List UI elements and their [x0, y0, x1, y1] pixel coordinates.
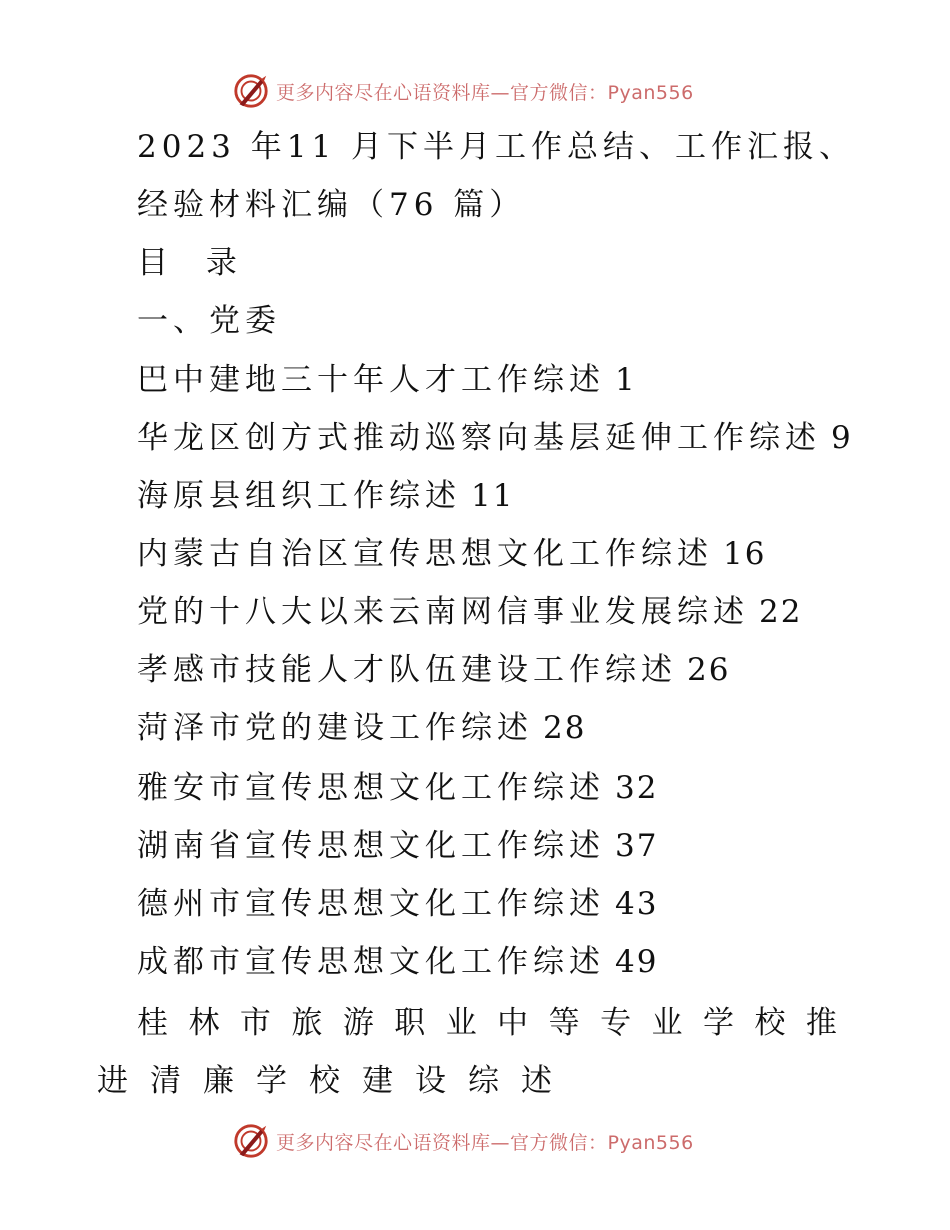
toc-item-page: 16 [723, 536, 767, 572]
toc-item-title: 菏泽市党的建设工作综述 [137, 710, 533, 746]
toc-item-page: 22 [759, 594, 803, 630]
toc-item [137, 768, 658, 808]
toc-item-title: 湖南省宣传思想文化工作综述 [137, 828, 605, 864]
justified-char: 学 [702, 1005, 734, 1041]
toc-item-title: 巴中建地三十年人才工作综述 [137, 362, 605, 398]
section-heading-party-committee: 一、党委 [137, 303, 281, 339]
justified-char: 专 [600, 1005, 632, 1041]
quill-pen-logo-icon [232, 1122, 270, 1160]
justified-char: 业 [651, 1005, 683, 1041]
document-title-line-1: 2023 年11 月下半月工作总结、工作汇报、 [137, 129, 856, 165]
toc-item-guilin-line-2: 进清廉学校建设综述 [97, 1063, 574, 1099]
toc-item [137, 360, 637, 400]
toc-item-title: 孝感市技能人才队伍建设工作综述 [137, 652, 677, 688]
toc-item-title: 党的十八大以来云南网信事业发展综述 [137, 594, 749, 630]
toc-item [137, 418, 853, 458]
document-title-line-2: 经验材料汇编（76 篇） [137, 187, 526, 223]
watermark-footer [232, 1121, 694, 1161]
toc-item-title: 海原县组织工作综述 [137, 478, 461, 514]
toc-item-page: 9 [831, 420, 853, 456]
toc-item [137, 708, 586, 748]
toc-item [137, 826, 658, 866]
quill-pen-logo-icon [232, 72, 270, 110]
justified-char: 林 [188, 1005, 220, 1041]
watermark-header [232, 71, 694, 111]
justified-char: 旅 [291, 1005, 323, 1041]
toc-item-title: 内蒙古自治区宣传思想文化工作综述 [137, 536, 713, 572]
toc-item [137, 942, 658, 982]
toc-item-guilin-line-1 [137, 1003, 837, 1043]
toc-item-page: 32 [615, 770, 659, 806]
toc-item-page: 37 [615, 828, 659, 864]
justified-char: 游 [342, 1005, 374, 1041]
toc-item-title: 德州市宣传思想文化工作综述 [137, 886, 605, 922]
toc-item-page: 1 [615, 362, 637, 398]
toc-heading: 目 录 [137, 245, 251, 281]
justified-char: 推 [805, 1005, 837, 1041]
toc-item-page: 49 [615, 944, 659, 980]
toc-item-page: 11 [471, 478, 515, 514]
toc-item-page: 43 [615, 886, 659, 922]
justified-char: 中 [497, 1005, 529, 1041]
toc-item [137, 650, 730, 690]
toc-item [137, 592, 802, 632]
toc-item-title: 成都市宣传思想文化工作综述 [137, 944, 605, 980]
toc-item-title: 华龙区创方式推动巡察向基层延伸工作综述 [137, 420, 821, 456]
toc-item [137, 476, 514, 516]
toc-item [137, 884, 658, 924]
justified-char: 职 [394, 1005, 426, 1041]
justified-char: 校 [754, 1005, 786, 1041]
justified-char: 桂 [137, 1005, 168, 1041]
toc-item [137, 534, 766, 574]
toc-item-title: 雅安市宣传思想文化工作综述 [137, 770, 605, 806]
watermark-text: 更多内容尽在心语资料库—官方微信：Pyan556 [276, 81, 694, 104]
watermark-text: 更多内容尽在心语资料库—官方微信：Pyan556 [276, 1131, 694, 1154]
justified-char: 业 [445, 1005, 477, 1041]
justified-char: 市 [239, 1005, 271, 1041]
toc-item-page: 28 [543, 710, 587, 746]
toc-item-page: 26 [687, 652, 731, 688]
justified-char: 等 [548, 1005, 580, 1041]
